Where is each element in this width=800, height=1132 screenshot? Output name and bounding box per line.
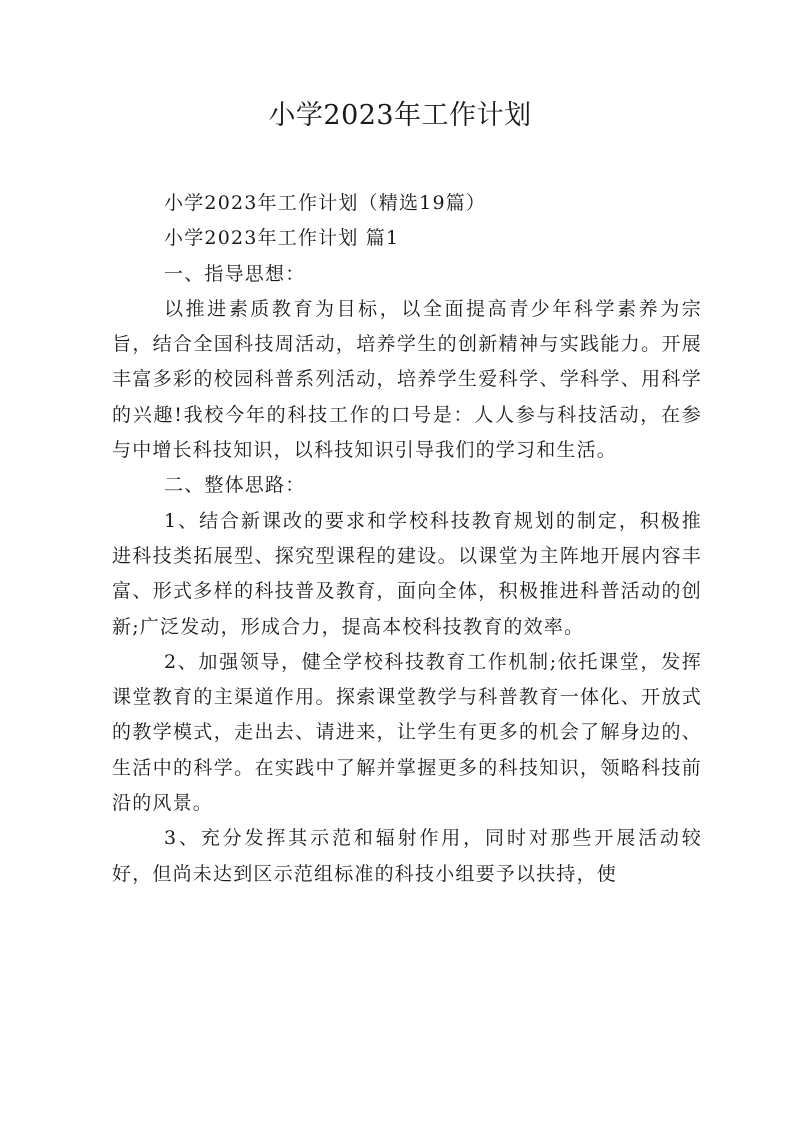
paragraph-approach-2: 2、加强领导，健全学校科技教育工作机制;依托课堂，发挥课堂教育的主渠道作用。探索课堂教学与科普教育一体化、开放式的教学模式，走出去、请进来，让学生有更多的机会了解身边的、生活中的科学。在实践中了解并掌握更多的科技知识，领略科技前沿的风景。 — [112, 650, 702, 815]
document-body — [112, 186, 702, 892]
article-title: 小学2023年工作计划 篇1 — [164, 227, 400, 250]
paragraph-approach-1: 1、结合新课改的要求和学校科技教育规划的制定，积极推进科技类拓展型、探究型课程的建设。以课堂为主阵地开展内容丰富、形式多样的科技普及教育，面向全体，积极推进科普活动的创新;广泛发动，形成合力，提高本校科技教育的效率。 — [112, 509, 702, 638]
paragraph-guiding-ideology: 以推进素质教育为目标，以全面提高青少年科学素养为宗旨，结合全国科技周活动，培养学生的创新精神与实践能力。开展丰富多彩的校园科普系列活动，培养学生爱科学、学科学、用科学的兴趣!我校今年的科技工作的口号是：人人参与科技活动，在参与中增长科技知识，以科技知识引导我们的学习和生活。 — [112, 297, 702, 462]
document-subtitle: 小学2023年工作计划（精选19篇） — [164, 192, 487, 214]
document-title: 小学2023年工作计划 — [268, 100, 532, 131]
section-heading-guiding-ideology: 一、指导思想： — [164, 262, 306, 285]
section-heading-overall-approach: 二、整体思路： — [164, 474, 306, 497]
paragraph-approach-3: 3、充分发挥其示范和辐射作用，同时对那些开展活动较好，但尚未达到区示范组标准的科技小组要予以扶持，使 — [112, 827, 702, 885]
